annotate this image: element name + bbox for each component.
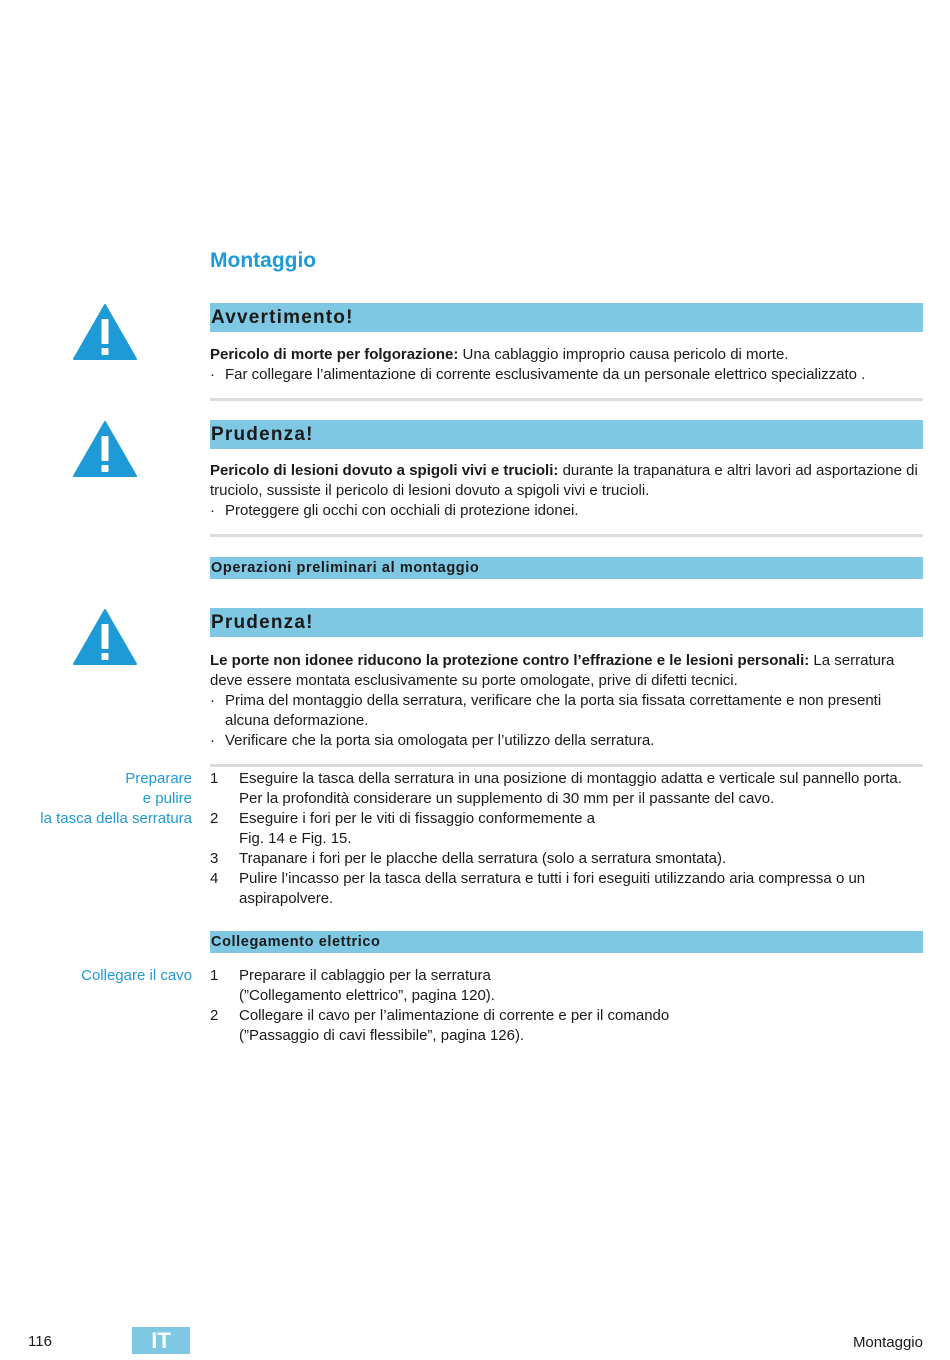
connect-steps <box>210 966 923 1046</box>
step-number: 2 <box>210 1007 219 1024</box>
warning-triangle-icon <box>73 420 137 478</box>
list-item <box>210 1006 923 1046</box>
warning-bold: Pericolo di morte per folgorazione: <box>210 346 459 363</box>
warning-triangle-icon <box>73 303 137 361</box>
step-text: Eseguire la tasca della serratura in una posizione di montaggio adatta e verticale sul pannello porta. Per la profondità considerare un supplemento di 30 mm per il passante del cavo. <box>239 770 902 807</box>
warning-triangle-icon <box>73 608 137 666</box>
caution-body: Pericolo di lesioni dovuto a spigoli vivi e trucioli: durante la trapanatura e altri lavori ad asportazione di truciolo, sussiste il pericolo di lesioni dovuto a spigoli vivi e trucioli. · Proteggere gli occhi con occhiali di protezione idonei. <box>210 462 918 519</box>
caution-bullet: Prima del montaggio della serratura, verificare che la porta sia fissata correttamente e non presenti alcuna deformazione. <box>225 692 882 729</box>
page-title: Montaggio <box>210 249 317 272</box>
step-number: 1 <box>210 770 219 787</box>
step-text: Fig. 14 e Fig. 15. <box>239 830 352 847</box>
section-heading-preliminari: Operazioni preliminari al montaggio <box>210 557 923 579</box>
language-badge: IT <box>132 1327 190 1354</box>
step-text: Collegare il cavo per l’alimentazione di corrente e per il comando <box>239 1007 670 1024</box>
caution-bullet: Verificare che la porta sia omologata per l’utilizzo della serratura. <box>225 732 655 749</box>
caution-bold: Le porte non idonee riducono la protezione contro l’effrazione e le lesioni personali: <box>210 652 810 669</box>
step-text: (”Passaggio di cavi flessibile”, pagina 126). <box>239 1027 525 1044</box>
step-text: Pulire l’incasso per la tasca della serratura e tutti i fori eseguiti utilizzando aria compressa o un aspirapolvere. <box>239 870 866 907</box>
step-number: 2 <box>210 810 219 827</box>
list-item <box>210 849 923 869</box>
side-label-preparare: Preparare e pulire la tasca della serratura <box>40 770 192 827</box>
list-item <box>210 869 923 909</box>
caution-body: Le porte non idonee riducono la protezione contro l’effrazione e le lesioni personali: La serratura deve essere montata esclusivamente su porte omologate, prive di difetti tecnici. · Prima del montaggio della serratura, verificare che la porta sia fissata correttamente e non presenti alcuna deformazione. · Verificare che la porta sia omologata per l’utilizzo della serratura. <box>210 652 895 749</box>
page-number: 116 <box>28 1333 52 1350</box>
step-text: Eseguire i fori per le viti di fissaggio conformemente a <box>239 810 596 827</box>
list-item <box>210 769 923 809</box>
warning-bullet: Far collegare l’alimentazione di corrente esclusivamente da un personale elettrico specializzato . <box>225 366 866 383</box>
caution-bullet: Proteggere gli occhi con occhiali di protezione idonei. <box>225 502 579 519</box>
caution-bold: Pericolo di lesioni dovuto a spigoli vivi e trucioli: <box>210 462 559 479</box>
step-number: 4 <box>210 870 219 887</box>
step-text: (”Collegamento elettrico”, pagina 120). <box>239 987 495 1004</box>
warning-body: Pericolo di morte per folgorazione: Una cablaggio improprio causa pericolo di morte. · Far collegare l’alimentazione di corrente esclusivamente da un personale elettrico specializzato . <box>210 346 866 383</box>
step-text: Preparare il cablaggio per la serratura <box>239 967 491 984</box>
list-item <box>210 966 923 1006</box>
list-item <box>210 809 923 849</box>
step-number: 3 <box>210 850 219 867</box>
side-label-collegare: Collegare il cavo <box>81 967 192 984</box>
step-number: 1 <box>210 967 219 984</box>
divider <box>210 398 923 401</box>
warning-text: Una cablaggio improprio causa pericolo di morte. <box>458 346 789 363</box>
caution-heading: Prudenza! <box>210 420 923 449</box>
divider <box>210 764 923 767</box>
caution-heading: Prudenza! <box>210 608 923 637</box>
section-heading-collegamento: Collegamento elettrico <box>210 931 923 953</box>
warning-heading: Avvertimento! <box>210 303 923 332</box>
prep-steps <box>210 769 923 909</box>
caution-text: durante la trapanatura e altri lavori ad asportazione di truciolo, sussiste il pericolo di lesioni dovuto a spigoli vivi e trucioli. <box>210 462 918 499</box>
caution-text: La serratura deve essere montata esclusivamente su porte omologate, prive di difetti tecnici. <box>210 652 895 689</box>
step-text: Trapanare i fori per le placche della serratura (solo a serratura smontata). <box>239 850 727 867</box>
footer-section: Montaggio <box>852 1334 923 1351</box>
divider <box>210 534 923 537</box>
